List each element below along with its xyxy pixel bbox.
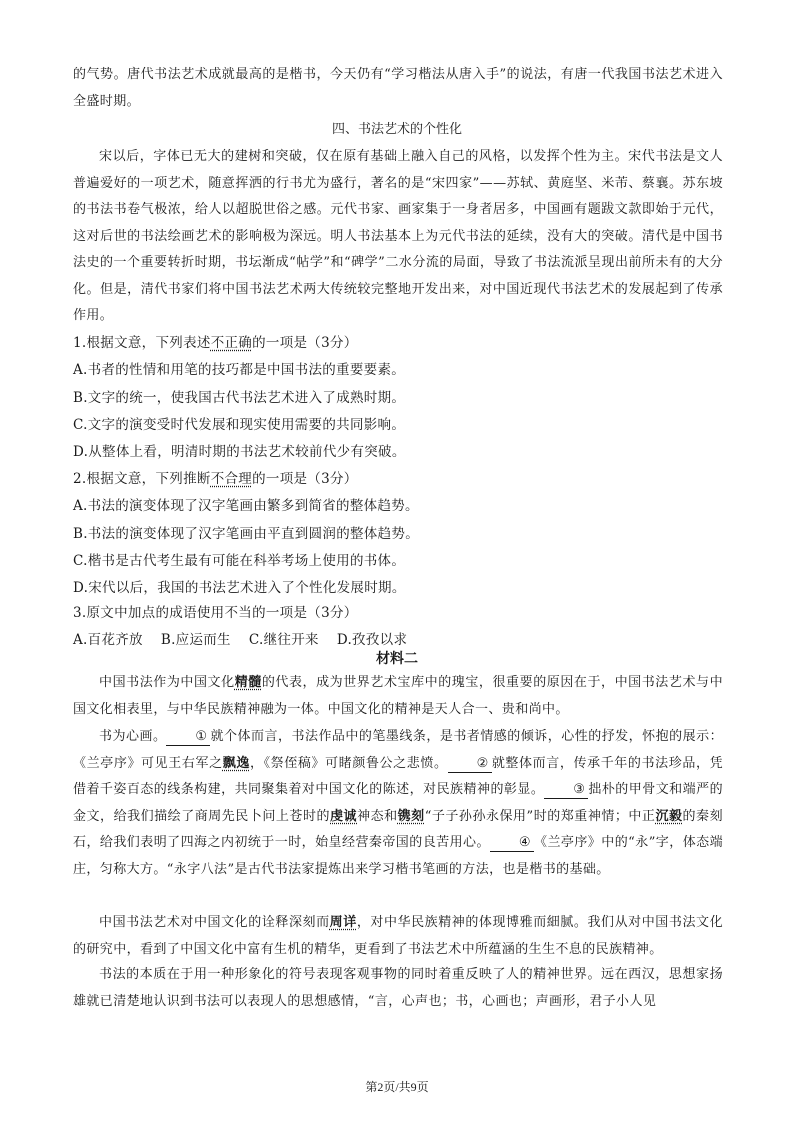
option-b: B.文字的统一，使我国古代书法艺术进入了成熟时期。 [73,389,406,406]
question-stem: 3.原文中加点的成语使用不当的一项是（3分） [73,605,358,621]
option-c: C.文字的演变受时代发展和现实使用需要的共同影响。 [73,416,406,433]
question-1 [73,330,723,466]
option-b: B.书法的演变体现了汉字笔画由平直到圆润的整体趋势。 [73,525,420,542]
question-2 [73,466,723,602]
paragraph-m2-3: 中国书法艺术对中国文化的诠释深刻而周详，对中华民族精神的体现博雅而細腻。我们从对中国书法文化的研究中，看到了中国文化中富有生机的精华，更看到了书法艺术中所蕴涵的生生不息的民族精神。 [73,915,723,957]
blank-1: ① [166,729,210,746]
paragraph-section4: 宋以后，字体已无大的建树和突破，仅在原有基础上融入自己的风格，以发挥个性为主。宋代书法是文人普遍爱好的一项艺术，随意挥洒的行书尤为盛行，著名的是“宋四家”——苏轼、黄庭坚、米芾、蔡襄。苏东坡的书法书卷气极浓，给人以超脱世俗之感。元代书家、画家集于一身者居多，中国画有题跋文款即始于元代，这对后世的书法绘画艺术的影响极为深远。明人书法基本上为元代书法的延续，没有大的突破。清代是中国书法史的一个重要转折时期，书坛渐成“帖学”和“碑学”二水分流的局面，导致了书法流派呈现出前所未有的大分化。但是，清代书家们将中国书法艺术两大传统较完整地开发出来，对中国近现代书法艺术的发展起到了传承作用。 [73,149,723,323]
option-d: D.孜孜以求 [336,632,408,649]
option-b: B.应运而生 [160,632,231,649]
question-stem: 1.根据文意，下列表述不正确的一项是（3分） [73,335,358,351]
section-heading: 四、书法艺术的个性化 [331,122,462,137]
option-a: A.百花齐放 [73,632,143,649]
option-a: A.书法的演变体现了汉字笔画由繁多到简省的整体趋势。 [73,498,419,515]
option-c: C.继往开来 [248,632,319,649]
option-d: D.从整体上看，明清时期的书法艺术较前代少有突破。 [73,444,406,461]
paragraph-tang: 的气势。唐代书法艺术成就最高的是楷书，今天仍有“学习楷法从唐入手”的说法，有唐一代我国书法艺术进入全盛时期。 [73,67,723,109]
option-a: A.书者的性情和用笔的技巧都是中国书法的重要要素。 [73,362,406,379]
paragraph-m2-1: 中国书法作为中国文化精髓的代表，成为世界艺术宝库中的瑰宝，很重要的原因在于，中国书法艺术与中国文化相表里，与中华民族精神融为一体。中国文化的精神是天人合一、贵和尚中。 [73,675,723,717]
material-2-title: 材料二 [376,651,418,667]
page-number: 第2页/共9页 [365,1080,429,1094]
option-c: C.楷书是古代考生最有可能在科举考场上使用的书体。 [73,552,406,569]
blank-4: ④ [490,835,534,852]
paragraph-m2-2: 书为心画。 ① 就个体而言，书法作品中的笔墨线条，是书者情感的倾诉，心性的抒发，怀抱的展示：《兰亭序》可见王右军之飘逸，《祭侄稿》可睹颜鲁公之悲愤。 ② 就整体而言，传承千年的书法珍品，凭借着千姿百态的线条构建，共同聚集着对中国文化的陈述，对民族精神的彰显。 ③ 拙朴的甲骨文和端严的金文，给我们描绘了商周先民卜问上苍时的虔诚神态和镌刻“子子孙孙永保用”时的郑重神情；中正沉毅的秦刻石，给我们表明了四海之内初统于一时，始皇经营秦帝国的良苦用心。 ④ 《兰亭序》中的“永”字，体态端庄，匀称大方。“永字八法”是古代书法家提炼出来学习楷书笔画的方法，也是楷书的基础。 [73,729,723,877]
blank-2: ② [448,756,492,773]
paragraph-m2-4: 书法的本质在于用一种形象化的符号表现客观事物的同时着重反映了人的精神世界。远在西汉，思想家扬雄就已清楚地认识到书法可以表现人的思想感情，“言，心声也；书，心画也；声画形，君子小人见 [73,967,723,1009]
blank-3: ③ [544,782,588,799]
option-d: D.宋代以后，我国的书法艺术进入了个性化发展时期。 [73,580,406,597]
question-stem: 2.根据文意，下列推断不合理的一项是（3分） [73,471,358,487]
